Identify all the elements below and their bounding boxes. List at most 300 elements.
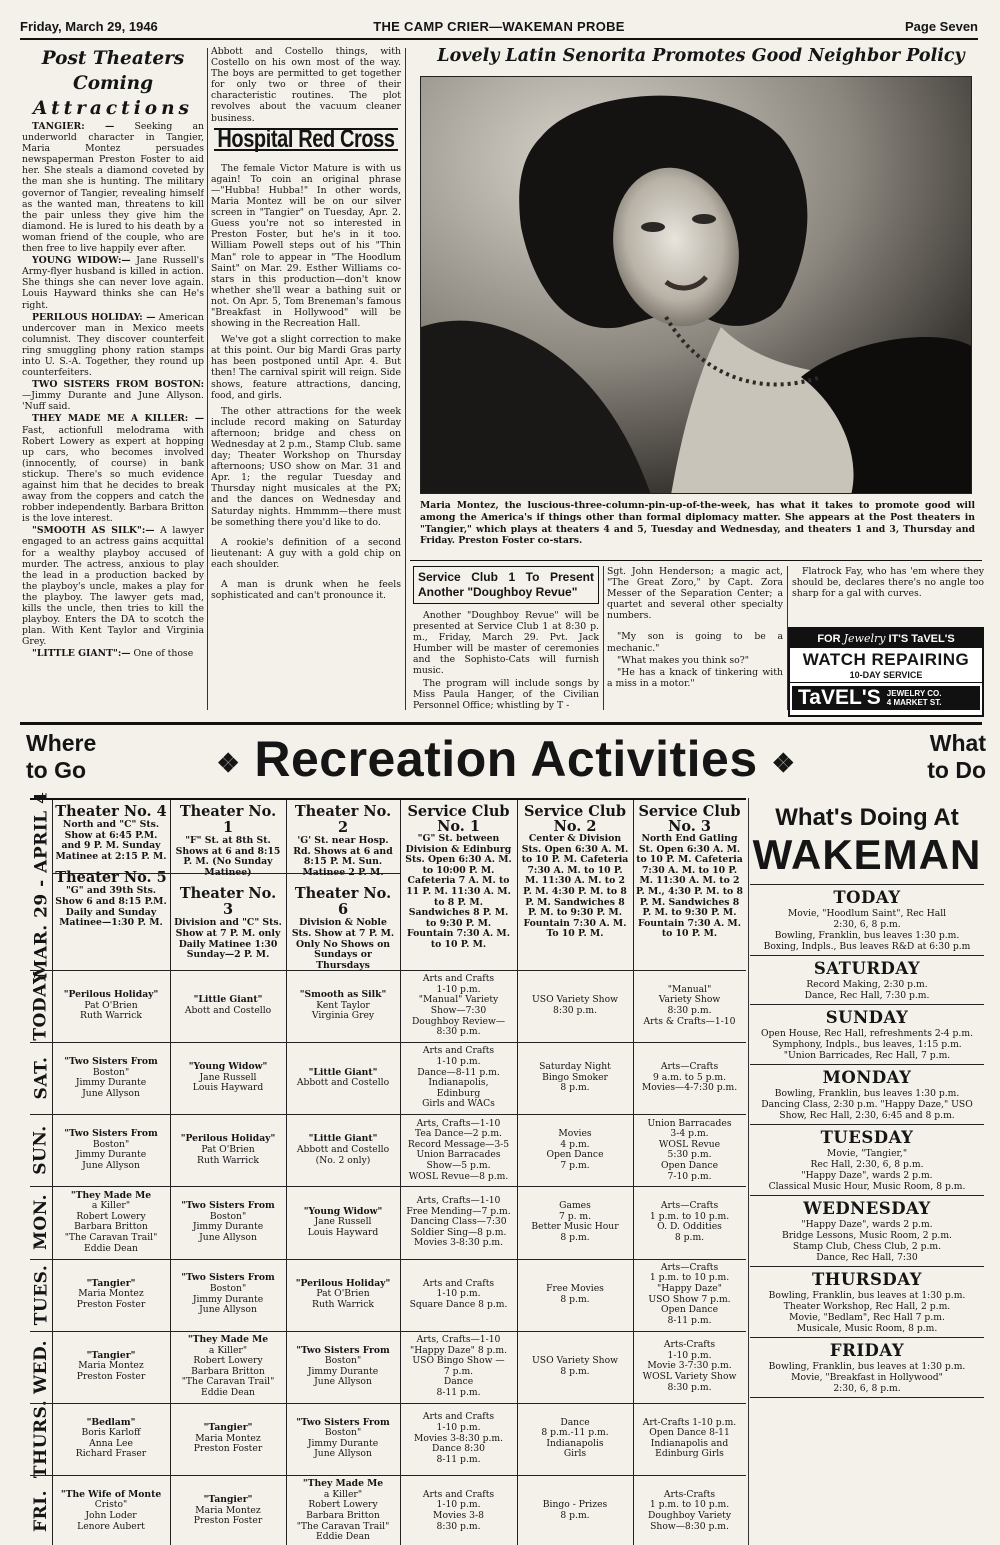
recreation-banner <box>26 730 986 790</box>
schedule-line: Maria Montez <box>78 1288 144 1300</box>
issue-date: Friday, March 29, 1946 <box>20 19 158 34</box>
schedule-line: 1-10 p.m. <box>667 1349 712 1361</box>
column-rule <box>400 800 401 1545</box>
schedule-line: Boston" <box>209 1282 247 1294</box>
schedule-line: "Perilous Holiday" <box>63 989 159 1001</box>
article-paragraph: "My son is going to be a mechanic." <box>607 631 783 654</box>
schedule-cell <box>52 970 170 1042</box>
venue-name: Theater No. 4 <box>55 803 167 820</box>
whats-doing-column <box>750 798 984 1545</box>
schedule-line: Ruth Warrick <box>80 1010 142 1022</box>
row-rule <box>30 1331 746 1332</box>
wakeman-title: WAKEMAN <box>750 832 984 885</box>
schedule-line: Arts and Crafts <box>422 973 495 985</box>
whats-doing-day <box>750 956 984 1005</box>
article-paragraph: A man is drunk when he feels sophisticated and can't pronounce it. <box>211 579 401 602</box>
schedule-cell <box>286 1114 400 1186</box>
schedule-line: Abbott and Costello <box>296 1077 390 1089</box>
movie-synopsis <box>22 379 204 412</box>
schedule-cell-content <box>289 1262 397 1328</box>
schedule-cell-content <box>289 1478 397 1544</box>
schedule-line: "Tangier" <box>203 1421 253 1433</box>
diamond-ornament-icon: ❖ <box>216 747 241 778</box>
schedule-line: 8 p.m. <box>560 1232 590 1244</box>
column-rule <box>170 800 171 1545</box>
date-range-text: MAR. 29 - APRIL 4 <box>31 791 51 979</box>
schedule-line: 8 p.m. <box>560 1365 590 1377</box>
schedule-line: Arts, Crafts—1-10 <box>416 1194 501 1206</box>
schedule-cell <box>286 970 400 1042</box>
ad-watch-repairing: WATCH REPAIRING <box>802 650 970 669</box>
schedule-line: Maria Montez <box>195 1504 261 1516</box>
schedule-cell <box>52 1259 170 1331</box>
schedule-line: a Killer" <box>91 1200 131 1212</box>
schedule-line: Girls <box>563 1448 587 1460</box>
venue-split-rule <box>52 873 170 874</box>
schedule-line: Free Mending—7 p.m. <box>406 1205 511 1217</box>
recreation-schedule-grid <box>30 791 746 1545</box>
day-label-text: SUN. <box>31 1125 52 1176</box>
synopsis-text: One of those <box>130 648 194 660</box>
schedule-cell <box>286 1475 400 1545</box>
schedule-line: John Loder <box>85 1509 137 1521</box>
schedule-cell <box>633 1475 746 1545</box>
schedule-line: Barbara Britton <box>74 1221 148 1233</box>
whats-doing-line: "Happy Daze", wards 2 p.m. <box>801 1219 933 1230</box>
schedule-cell <box>170 1114 286 1186</box>
schedule-line: Boston" <box>324 1355 362 1367</box>
schedule-line: Arts and Crafts <box>422 1045 495 1057</box>
venue-hours: "G" St. between Division & Edinburg Sts. Open 6:30 A. M. to 10:00 P. M. Cafeteria 7 A. M. to 11 P. M. 11:30 A. M. to 8 P. M. Sandwiches 8 P. M. to 9:30 P. M. Fountain 7:30 A. M. to 10 P. M. <box>405 833 512 950</box>
whats-doing-line: Classical Music Hour, Music Room, 8 p.m. <box>768 1181 966 1192</box>
day-label-text: MON. <box>31 1194 51 1251</box>
schedule-line: June Allyson <box>82 1159 140 1171</box>
schedule-line: Pat O'Brien <box>84 999 138 1011</box>
day-label <box>30 1399 52 1478</box>
schedule-cell-content <box>289 973 397 1039</box>
maria-montez-photo <box>420 76 972 494</box>
schedule-line: Edinburg <box>436 1087 481 1099</box>
movie-title: "LITTLE GIANT":— <box>32 648 131 660</box>
schedule-line: Arts and Crafts <box>422 1277 495 1289</box>
article-paragraph: "What makes you think so?" <box>617 654 749 666</box>
schedule-line: "Manual" <box>667 983 712 995</box>
venue-header <box>170 800 286 970</box>
schedule-cell <box>517 1259 633 1331</box>
synopsis-text: American undercover man in Mexico meets columnist. They discover counterfeit ring smuggling phony ration stamps into U. S.-A. Together, they round up counterfeiters. <box>22 311 204 379</box>
schedule-cell-content <box>403 1189 514 1255</box>
article-paragraph: We've got a slight correction to make at this point. Our big Mardi Gras party has been postponed until Apr. 4. But then! The carnival spirit will reign. Side shows, feature attractions, dancing, food, and girls. <box>211 334 401 401</box>
whats-doing-line: Movie, "Hoodlum Saint", Rec Hall <box>787 908 947 919</box>
synopsis-text: —Jimmy Durante and June Allyson. 'Nuff said. <box>22 390 204 413</box>
venue-hours: North End Gatling St. Open 6:30 A. M. to 10 P. M. Cafeteria 7:30 A. M. to 10 P. M. 11:30 A. M. to 2 P. M., 4:30 P. M. to 8 P. M. Sandwiches 8 P. M. to 9:30 P. M. Fountain 7:30 A. M. to 10 P. M. <box>636 833 743 940</box>
schedule-line: Louis Hayward <box>192 1082 264 1094</box>
ad-brand-bar <box>792 686 980 710</box>
schedule-line: Jane Russell <box>314 1216 372 1228</box>
schedule-cell <box>170 970 286 1042</box>
day-label-text: WED. <box>31 1339 52 1394</box>
schedule-line: "Two Sisters From <box>64 1128 158 1140</box>
schedule-line: Robert Lowery <box>308 1499 378 1511</box>
schedule-line: Edinburg Girls <box>655 1448 724 1460</box>
schedule-cell <box>400 1042 517 1114</box>
schedule-line: Tea Dance—2 p.m. <box>415 1128 502 1140</box>
schedule-line: 5:30 p.m. <box>667 1149 712 1161</box>
schedule-cell-content <box>636 1189 743 1255</box>
schedule-line: Variety Show <box>658 994 721 1006</box>
schedule-line: Better Music Hour <box>531 1221 619 1233</box>
schedule-line: Boston" <box>324 1427 362 1439</box>
schedule-line: Union Barracades <box>647 1117 732 1129</box>
schedule-line: Girls and WACs <box>422 1098 495 1110</box>
ad-company: JEWELRY CO. <box>886 689 942 698</box>
tavels-advertisement <box>788 627 984 717</box>
schedule-cell <box>633 970 746 1042</box>
post-theaters-column <box>22 46 204 710</box>
day-label-text: THURS. <box>31 1399 52 1478</box>
schedule-line: "Two Sisters From <box>181 1200 275 1212</box>
whats-doing-line: Dance, Rec Hall, 7:30 <box>816 1252 918 1263</box>
schedule-cell <box>400 970 517 1042</box>
synopsis-text: Seeking an underworld character in Tangier, Maria Montez persuades newspaperman Preston Foster to aid her. She steals a diamond coveted by the man she is hunting. The military governor of Tangier, revealing himself as the wanted man, threatens to kill the pair unless they give him the diamond. He is lured to his death by a woman friend of the couple, who are then free to live happily ever after. <box>22 121 204 255</box>
schedule-line: 8 p.m. <box>674 1232 705 1244</box>
schedule-line: 1-10 p.m. <box>436 1056 481 1067</box>
schedule-line: USO Variety Show <box>532 1355 618 1367</box>
schedule-line: 8 p.m. <box>560 1509 590 1521</box>
schedule-cell-content <box>403 1262 514 1328</box>
schedule-line: Barbara Britton <box>191 1365 265 1377</box>
whats-doing-day <box>750 1005 984 1065</box>
schedule-cell <box>517 1042 633 1114</box>
schedule-cell <box>400 1114 517 1186</box>
schedule-cell-content <box>55 973 167 1039</box>
schedule-line: June Allyson <box>199 1304 257 1316</box>
movie-synopsis <box>22 413 204 524</box>
banner-title-text: Recreation Activities <box>254 731 758 787</box>
whats-doing-day <box>750 1338 984 1398</box>
venue-name: Service Club No. 2 <box>523 803 627 835</box>
whats-doing-day-name: SATURDAY <box>813 959 921 978</box>
schedule-line: "Tangier" <box>86 1349 136 1361</box>
schedule-line: "Manual" Variety <box>418 994 499 1006</box>
banner-where: Where <box>26 730 97 756</box>
schedule-cell-content <box>173 1262 283 1328</box>
row-rule <box>30 970 746 971</box>
schedule-cell-content <box>55 1478 167 1544</box>
latin-senorita-headline: Lovely Latin Senorita Promotes Good Neighbor Policy <box>437 46 965 66</box>
venue-hours: Division and "C" Sts. Show at 7 P. M. only Daily Matinee 1:30 Sunday—2 P. M. <box>174 917 282 961</box>
schedule-line: Robert Lowery <box>76 1210 146 1222</box>
masthead: THE CAMP CRIER—WAKEMAN PROBE <box>373 19 625 34</box>
schedule-line: Jimmy Durante <box>75 1077 147 1089</box>
schedule-line: "Little Giant" <box>308 1066 378 1078</box>
schedule-line: a Killer" <box>323 1488 363 1500</box>
synopsis-text: Jane Russell's Army-flyer husband is killed in action. She things she can never love again. Louis Hayward thinks she can He's right. <box>22 255 204 311</box>
whats-doing-days <box>750 885 984 1398</box>
schedule-cell-content <box>636 1262 743 1328</box>
schedule-cell <box>517 1114 633 1186</box>
schedule-line: Arts—Crafts <box>660 1261 719 1273</box>
whats-doing-line: 2:30, 6, 8 p.m. <box>833 1383 901 1394</box>
schedule-cell <box>286 1042 400 1114</box>
whats-doing-line: 2:30, 6, 8 p.m. <box>833 919 901 930</box>
venue-name: Theater No. 5 <box>55 869 167 887</box>
whats-doing-line: Stamp Club, Chess Club, 2 p.m. <box>792 1241 942 1252</box>
banner-title <box>126 732 886 790</box>
schedule-line: Eddie Dean <box>316 1531 370 1543</box>
schedule-line: 1 p.m. to 10 p.m. <box>649 1499 730 1511</box>
schedule-cell <box>517 1331 633 1403</box>
schedule-cell-content <box>173 1478 283 1544</box>
schedule-line: Arts—Crafts <box>660 1061 719 1073</box>
schedule-line: Lenore Aubert <box>77 1520 145 1532</box>
movie-title: PERILOUS HOLIDAY: — <box>32 311 156 323</box>
date-range-label <box>30 791 52 979</box>
venue-hours: 'G' St. near Hosp. Rd. Shows at 6 and 8:15 P. M. Sun. Matinee 2 P. M. <box>293 835 393 878</box>
schedule-line: "Little Giant" <box>308 1133 378 1145</box>
schedule-line: Abott and Costello <box>184 1005 272 1017</box>
schedule-cell-content <box>289 1406 397 1472</box>
article-paragraph: The female Victor Mature is with us again! To coin an original phrase—"Hubba! Hubba!" In other words, Maria Montez will be on our silver screen in "Tangier" on Tuesday, Apr. 2. Guess you're not so interested in Preston Foster, but he's in it too. William Powell steps out of his "Thin Man" role to appear in "The Hoodlum Saint" on Mar. 29. Esther Williams co-stars in this production—don't know whether she'll wear a bathing suit or not. On Apr. 5, Tom Breneman's famous "Breakfast in Hollywood" will be showing in the Recreation Hall. <box>211 162 401 330</box>
schedule-cell-content <box>636 1334 743 1400</box>
whats-doing-line: Symphony, Indpls., bus leaves, 1:15 p.m. <box>772 1039 962 1050</box>
schedule-line: Preston Foster <box>193 1443 263 1455</box>
day-label <box>30 1114 52 1186</box>
schedule-cell <box>170 1475 286 1545</box>
schedule-line: "Bedlam" <box>86 1416 136 1428</box>
whats-doing-line: Bowling, Franklin, bus leaves 1:30 p.m. <box>774 930 960 941</box>
hospital-red-cross-column <box>211 46 401 710</box>
schedule-line: 4 p.m. <box>560 1138 590 1150</box>
whats-doing-line: Theater Workshop, Rec Hall, 2 p.m. <box>783 1301 951 1312</box>
whats-doing-line: Bowling, Franklin, bus leaves at 1:30 p.m. <box>768 1361 966 1372</box>
schedule-line: "They Made Me <box>302 1478 384 1490</box>
schedule-line: Barbara Britton <box>306 1509 380 1521</box>
schedule-line: "Tangier" <box>86 1277 136 1289</box>
schedule-cell-content <box>636 1045 743 1111</box>
schedule-cell <box>517 970 633 1042</box>
doughboy-revue-headline: Service Club 1 To Present Another "Doughboy Revue" <box>413 566 599 604</box>
venue-split-rule <box>286 873 400 874</box>
row-rule <box>30 1186 746 1187</box>
schedule-line: Arts, Crafts—1-10 <box>416 1333 501 1345</box>
running-head <box>20 16 978 40</box>
schedule-cell-content <box>403 1406 514 1472</box>
schedule-line: a Killer" <box>208 1344 248 1356</box>
article-paragraph: A rookie's definition of a second lieutenant: A guy with a gold chip on each shoulder. <box>211 536 401 570</box>
schedule-cell-content <box>173 1045 283 1111</box>
whats-doing-line: Open House, Rec Hall, refreshments 2-4 p.m. <box>760 1028 973 1039</box>
schedule-line: 8:30 p.m. <box>553 1005 597 1017</box>
schedule-line: "Perilous Holiday" <box>180 1133 276 1145</box>
schedule-cell-content <box>55 1117 167 1183</box>
schedule-line: Record Message—3-5 <box>407 1138 510 1150</box>
ad-street: 4 MARKET ST. <box>886 698 942 707</box>
schedule-line: Arts and Crafts <box>422 1488 495 1500</box>
schedule-line: "They Made Me <box>187 1333 269 1345</box>
schedule-line: 1-10 p.m. <box>436 1499 481 1511</box>
schedule-line: 8-11 p.m. <box>436 1453 481 1465</box>
schedule-line: Show—8:30 p.m. <box>650 1520 729 1532</box>
schedule-cell-content <box>520 1262 630 1328</box>
sgt-henderson-paragraphs <box>607 566 783 689</box>
caption-rule <box>410 560 982 561</box>
schedule-line: Doughboy Variety <box>647 1509 732 1521</box>
schedule-line: "Young Widow" <box>188 1061 268 1073</box>
schedule-line: Arts-Crafts <box>663 1488 716 1500</box>
row-rule <box>30 1042 746 1043</box>
schedule-line: Movies—4-7:30 p.m. <box>641 1082 738 1094</box>
schedule-line: USO Show 7 p.m. <box>648 1293 731 1305</box>
schedule-line: Indianapolis <box>546 1437 604 1449</box>
movie-title: YOUNG WIDOW:— <box>32 255 131 267</box>
column-rule <box>286 800 287 1545</box>
day-label <box>30 1259 52 1331</box>
venue-hours: North and "C" Sts. Show at 6:45 P.M. and 9 P. M. Sunday Matinee at 2:15 P. M. <box>55 819 167 862</box>
schedule-line: "Little Giant" <box>193 994 263 1006</box>
venue-hours: "G" and 39th Sts. Show 6 and 8:15 P.M. Daily and Sunday Matinee—1:30 P. M. <box>55 885 167 929</box>
whats-doing-line: Record Making, 2:30 p.m. <box>806 979 928 990</box>
day-label-text: TUES. <box>31 1264 51 1325</box>
schedule-cell-content <box>55 1189 167 1255</box>
schedule-line: Indianapolis, <box>428 1077 489 1089</box>
schedule-line: Union Barracades <box>416 1149 501 1161</box>
schedule-line: 7 p. m. <box>558 1210 592 1222</box>
ad-tagline <box>790 629 982 648</box>
schedule-line: WOSL Variety Show <box>642 1370 737 1382</box>
ad-brand: TaVEL'S <box>798 686 881 709</box>
whats-doing-day-name: SUNDAY <box>825 1008 909 1027</box>
whats-doing-line: Bowling, Franklin, bus leaves 1:30 p.m. <box>774 1088 960 1099</box>
schedule-line: 8-11 p.m. <box>436 1386 481 1398</box>
row-rule <box>30 1259 746 1260</box>
whats-doing-line: Movie, "Tangier," <box>826 1148 908 1159</box>
schedule-line: "Tangier" <box>203 1494 253 1506</box>
schedule-cell-content <box>55 1262 167 1328</box>
schedule-line: "Two Sisters From <box>64 1056 158 1067</box>
synopsis-text: A lawyer engaged to an actress gains acquittal for a wealthy playboy accused of murder. The actress, anxious to play the lead in a production backed by the playboy's uncle, makes a play for the playboy. The lawyer gets mad, kills the uncle, then tries to kill the playboy. Enters the DA to scotch the plan. With Kent Taylor and Virginia Grey. <box>22 525 204 648</box>
banner-what: What <box>929 730 986 756</box>
schedule-cell-content <box>289 1189 397 1255</box>
schedule-line: Bingo Smoker <box>542 1071 608 1083</box>
schedule-line: Anna Lee <box>89 1437 133 1449</box>
schedule-line: Free Movies <box>546 1282 604 1294</box>
schedule-line: Preston Foster <box>76 1298 146 1310</box>
schedule-cell <box>52 1042 170 1114</box>
whats-doing-line: Musicale, Music Room, 8 p.m. <box>796 1323 938 1334</box>
post-theaters-title-line3: Attractions <box>33 98 193 119</box>
schedule-cell-content <box>289 1334 397 1400</box>
column-rule <box>52 800 53 1545</box>
schedule-cell-content <box>173 1117 283 1183</box>
whats-doing-day-name: THURSDAY <box>812 1270 922 1289</box>
schedule-line: 3-4 p.m. <box>670 1128 709 1140</box>
schedule-cell-content <box>520 1406 630 1472</box>
venue-hours: Center & Division Sts. Open 6:30 A. M. to 10 P. M. Cafeteria 7:30 A. M. to 10 P. M. 11:30 A. M. to 2 P. M. 4:30 P. M. to 8 P. M. Sandwiches 8 P. M. to 9:30 P. M. Fountain 7:30 A. M. To 10 P. M. <box>521 833 629 940</box>
schedule-cell <box>400 1331 517 1403</box>
schedule-line: "The Caravan Trail" <box>181 1376 275 1388</box>
schedule-line: Open Dance <box>660 1304 719 1316</box>
schedule-cell <box>170 1331 286 1403</box>
venue-name: Theater No. 2 <box>294 803 392 836</box>
schedule-cell <box>633 1259 746 1331</box>
schedule-cell <box>286 1331 400 1403</box>
schedule-line: "Perilous Holiday" <box>295 1277 391 1289</box>
schedule-line: 9 a.m. to 5 p.m. <box>652 1071 727 1083</box>
ad-tagline-prefix: FOR <box>817 633 841 645</box>
schedule-cell-content <box>520 1478 630 1544</box>
schedule-cell <box>170 1186 286 1258</box>
venue-name: Theater No. 3 <box>179 885 277 919</box>
movie-synopsis <box>22 648 204 659</box>
sgt-henderson-column <box>607 566 783 710</box>
schedule-cell-content <box>403 1117 514 1183</box>
venue-name: Service Club No. 1 <box>407 803 510 835</box>
whats-doing-line: Bridge Lessons, Music Room, 2 p.m. <box>782 1230 952 1241</box>
schedule-line: 1-10 p.m. <box>436 983 481 995</box>
schedule-line: Doughboy Review— <box>411 1015 506 1027</box>
schedule-line: "Young Widow" <box>303 1205 383 1217</box>
schedule-line: 8-11 p.m. <box>667 1314 712 1326</box>
banner-to-go: to Go <box>26 757 87 783</box>
schedule-cell <box>517 1403 633 1475</box>
schedule-line: Open Dance 8-11 <box>649 1427 730 1439</box>
venue-name: Service Club No. 3 <box>638 803 741 835</box>
schedule-cell <box>517 1475 633 1545</box>
column-rule <box>517 800 518 1545</box>
schedule-line: "Happy Daze" <box>657 1282 722 1294</box>
schedule-line: Louis Hayward <box>307 1226 379 1238</box>
schedule-cell <box>286 1186 400 1258</box>
schedule-cell <box>400 1403 517 1475</box>
schedule-line: Pat O'Brien <box>201 1144 255 1156</box>
schedule-line: Jimmy Durante <box>192 1221 264 1233</box>
schedule-line: Square Dance 8 p.m. <box>409 1298 508 1310</box>
schedule-cell-content <box>173 1189 283 1255</box>
schedule-cell <box>52 1475 170 1545</box>
schedule-line: Bingo - Prizes <box>542 1499 608 1511</box>
whats-doing-day <box>750 1267 984 1338</box>
whats-doing-day <box>750 1196 984 1267</box>
whats-doing-line: Bowling, Franklin, bus leaves at 1:30 p.m. <box>768 1290 966 1301</box>
hospital-red-cross-paragraphs <box>211 163 401 601</box>
column-rule <box>603 566 604 710</box>
schedule-line: 8 p.m.-11 p.m. <box>541 1427 609 1439</box>
schedule-line: 7 p.m. <box>443 1365 474 1377</box>
day-label <box>30 1042 52 1114</box>
schedule-cell-content <box>55 1045 167 1111</box>
schedule-line: 8:30 p.m. <box>667 1005 712 1017</box>
article-paragraph: Sgt. John Henderson; a magic act, "The Great Zoro," by Capt. Zora Messer of the Separation Center; a quartet and several other specialty numbers. <box>607 566 783 622</box>
whats-doing-title: What's Doing At <box>775 804 959 831</box>
schedule-cell <box>170 1042 286 1114</box>
schedule-line: Boston" <box>92 1138 130 1150</box>
schedule-line: WOSL Revue—8 p.m. <box>408 1170 509 1182</box>
schedule-line: "They Made Me <box>70 1189 152 1201</box>
schedule-cell <box>52 1331 170 1403</box>
banner-what-to-do <box>927 730 986 784</box>
schedule-cell <box>170 1259 286 1331</box>
ad-service: 10-DAY SERVICE <box>790 670 982 683</box>
whats-doing-line: Show, Rec Hall, 2:30, 6:45 and 8 p.m. <box>779 1110 955 1121</box>
schedule-line: June Allyson <box>314 1376 372 1388</box>
schedule-line: Preston Foster <box>76 1370 146 1382</box>
schedule-line: 8:30 p.m. <box>436 1520 481 1532</box>
schedule-cell <box>633 1186 746 1258</box>
schedule-cell-content <box>403 1045 514 1111</box>
banner-where-to-go <box>26 730 96 784</box>
schedule-cell-content <box>289 1117 397 1183</box>
